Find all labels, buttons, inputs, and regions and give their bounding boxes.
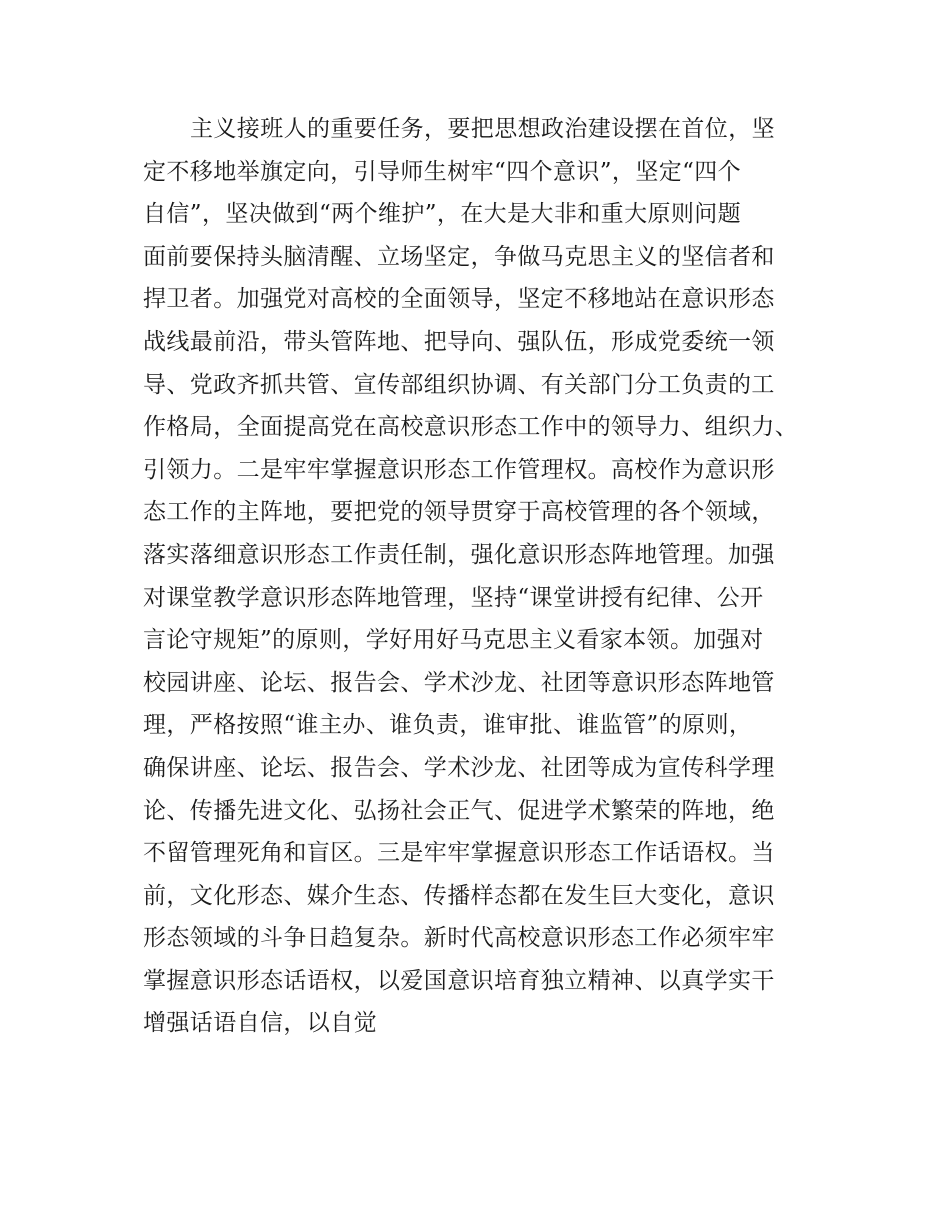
text-line: 形态领域的斗争日趋复杂。新时代高校意识形态工作必须牢牢 — [143, 925, 775, 952]
text-line: 态工作的主阵地，要把党的领导贯穿于高校管理的各个领域， — [143, 499, 775, 526]
body-paragraph — [143, 108, 843, 1045]
text-line: 校园讲座、论坛、报告会、学术沙龙、社团等意识形态阵地管 — [143, 669, 775, 696]
text-line: 自信”，坚决做到“两个维护”，在大是大非和重大原则问题 — [143, 201, 742, 228]
text-line: 前，文化形态、媒介生态、传播样态都在发生巨大变化，意识 — [143, 882, 775, 909]
text-line: 捍卫者。加强党对高校的全面领导，坚定不移地站在意识形态 — [143, 286, 775, 313]
text-line: 增强话语自信，以自觉 — [143, 1010, 377, 1037]
text-line: 引领力。二是牢牢掌握意识形态工作管理权。高校作为意识形 — [143, 456, 775, 483]
text-line: 导、党政齐抓共管、宣传部组织协调、有关部门分工负责的工 — [143, 371, 775, 398]
text-line: 主义接班人的重要任务，要把思想政治建设摆在首位，坚 — [190, 116, 775, 142]
text-line: 言论守规矩”的原则，学好用好马克思主义看家本领。加强对 — [143, 627, 764, 654]
text-line: 战线最前沿，带头管阵地、把导向、强队伍，形成党委统一领 — [143, 328, 775, 355]
text-line: 理，严格按照“谁主办、谁负责，谁审批、谁监管”的原则， — [143, 712, 753, 739]
text-line: 面前要保持头脑清醒、立场坚定，争做马克思主义的坚信者和 — [143, 243, 775, 270]
text-line: 对课堂教学意识形态阵地管理，坚持“课堂讲授有纪律、公开 — [143, 584, 764, 611]
text-line: 作格局，全面提高党在高校意识形态工作中的领导力、组织力、 — [143, 414, 799, 441]
text-line: 落实落细意识形态工作责任制，强化意识形态阵地管理。加强 — [143, 541, 775, 568]
text-line: 论、传播先进文化、弘扬社会正气、促进学术繁荣的阵地，绝 — [143, 797, 775, 824]
text-line: 掌握意识形态话语权，以爱国意识培育独立精神、以真学实干 — [143, 967, 775, 994]
text-line: 不留管理死角和盲区。三是牢牢掌握意识形态工作话语权。当 — [143, 840, 775, 867]
text-line: 定不移地举旗定向，引导师生树牢“四个意识”，坚定“四个 — [143, 158, 742, 185]
text-line: 确保讲座、论坛、报告会、学术沙龙、社团等成为宣传科学理 — [143, 754, 775, 781]
